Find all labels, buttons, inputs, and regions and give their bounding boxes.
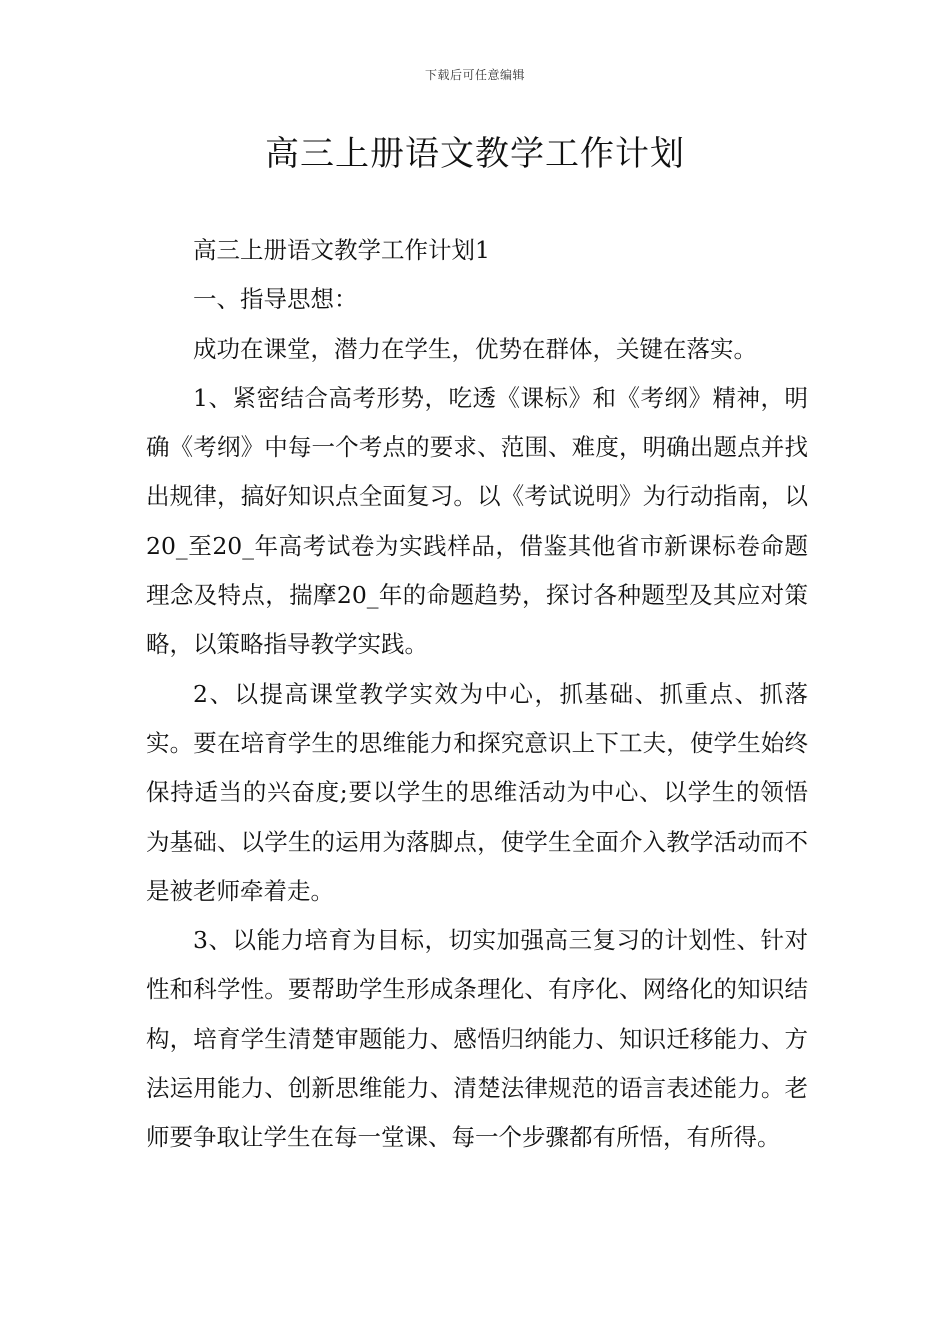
document-title: 高三上册语文教学工作计划 bbox=[265, 134, 685, 174]
paragraph-motto: 成功在课堂，潜力在学生，优势在群体，关键在落实。 bbox=[193, 334, 757, 363]
paragraph-item-3: 3、以能力培育为目标，切实加强高三复习的计划性、针对性和科学性。要帮助学生形成条理化、有序化、网络化的知识结构，培育学生清楚审题能力、感悟归纳能力、知识迁移能力、方法运用能力、创新思维能力、清楚法律规范的语言表述能力。老师要争取让学生在每一堂课、每一个步骤都有所悟，有所得。 bbox=[146, 926, 808, 1152]
document-body bbox=[146, 226, 808, 1163]
paragraph-item-2: 2、以提高课堂教学实效为中心，抓基础、抓重点、抓落实。要在培育学生的思维能力和探究意识上下工夫，使学生始终保持适当的兴奋度;要以学生的思维活动为中心、以学生的领悟为基础、以学生的运用为落脚点，使学生全面介入教学活动而不是被老师牵着走。 bbox=[146, 679, 808, 905]
paragraph-item-1: 1、紧密结合高考形势，吃透《课标》和《考纲》精神，明确《考纲》中每一个考点的要求、范围、难度，明确出题点并找出规律，搞好知识点全面复习。以《考试说明》为行动指南，以20_至20_年高考试卷为实践样品，借鉴其他省市新课标卷命题理念及特点，揣摩20_年的命题趋势，探讨各种题型及其应对策略，以策略指导教学实践。 bbox=[146, 383, 808, 659]
header-note: 下载后可任意编辑 bbox=[424, 68, 525, 82]
section-subtitle: 高三上册语文教学工作计划1 bbox=[193, 236, 490, 264]
section-heading-guiding-thought: 一、指导思想： bbox=[193, 285, 358, 314]
